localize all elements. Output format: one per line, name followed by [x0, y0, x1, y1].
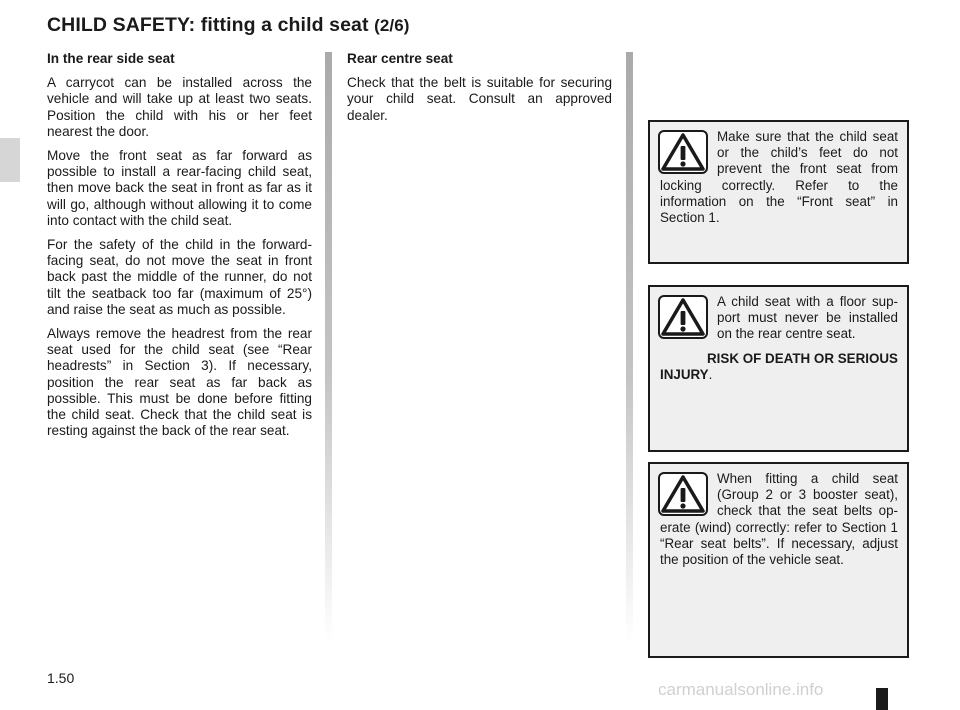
- middle-paragraph: Check that the belt is suitable for securing your child seat. Consult an approved dealer.: [347, 75, 612, 123]
- warning-triangle-icon: [658, 472, 708, 516]
- warning-text: A child seat with a floor support must never be installed on the rear centre seat.: [717, 294, 898, 342]
- column-divider: [626, 52, 633, 642]
- section-tab-marker: [0, 138, 20, 182]
- warning-triangle-icon: [658, 295, 708, 339]
- page-number: 1.50: [47, 670, 75, 686]
- page-part-indicator: (2/6): [374, 16, 410, 35]
- warning-box-booster-seat: [648, 462, 909, 658]
- left-paragraph: For the safety of the child in the forward-facing seat, do not move the seat in front back past the middle of the runner, do not tilt the seatback too far (maximum of 25°) and raise the seat as much as possible.: [47, 237, 312, 317]
- page-title: [47, 14, 410, 37]
- warning-triangle-icon: [658, 130, 708, 174]
- left-paragraph: Move the front seat as far forward as possible to install a rear-facing child seat, then move back the seat in front as far as it will go, although without allowing it to come into contact with the child seat.: [47, 148, 312, 228]
- warning-emphasis-suffix: .: [708, 366, 713, 382]
- left-paragraph: A carrycot can be installed across the vehicle and will take up at least two seats. Position the child with his or her feet nearest the door.: [47, 75, 312, 139]
- page-title-text: CHILD SAFETY: fitting a child seat: [47, 14, 369, 36]
- warning-emphasis: [660, 351, 898, 383]
- warning-text: Make sure that the child seat or the child’s feet do not prevent the front seat from locking correctly. Refer to the information on the “Front seat” in Section 1.: [660, 129, 898, 226]
- warning-box-front-seat: [648, 120, 909, 264]
- left-column-heading: In the rear side seat: [47, 51, 175, 66]
- page-corner-marker: [876, 688, 888, 710]
- watermark: carmanualsonline.info: [658, 680, 824, 699]
- warning-box-floor-support: [648, 285, 909, 452]
- left-column: [47, 51, 312, 447]
- left-paragraph: Always remove the headrest from the rear seat used for the child seat (see “Rear headrests” in Section 3). If necessary, position the rear seat as far back as possible. This must be done before fitting the child seat. Check that the child seat is resting against the back of the rear seat.: [47, 326, 312, 439]
- warning-text: When fitting a child seat (Group 2 or 3 booster seat), check that the seat belts operate (wind) correctly: refer to Section 1 “Rear seat belts”. If necessary, adjust the position of the vehicle seat.: [660, 471, 898, 568]
- middle-column: [347, 51, 612, 132]
- column-divider: [325, 52, 332, 642]
- warning-emphasis-text: RISK OF DEATH OR SERIOUS INJURY: [660, 350, 898, 382]
- middle-column-heading: Rear centre seat: [347, 51, 453, 66]
